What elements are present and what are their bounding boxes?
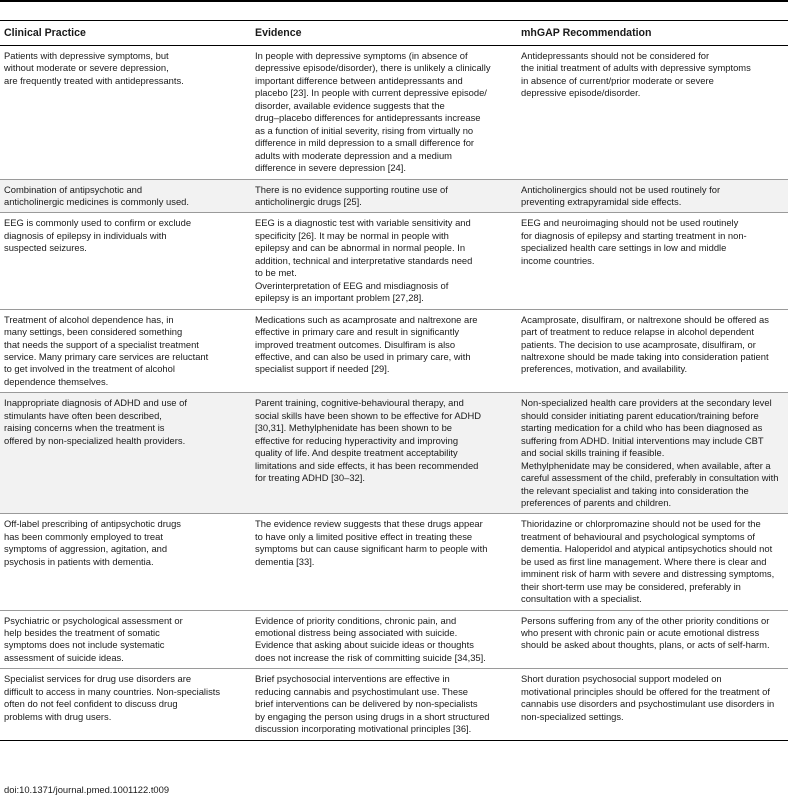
table-row	[0, 514, 788, 610]
cell-text-line: difference in mild depression to a small difference for	[255, 137, 475, 149]
recommendations-table	[0, 20, 788, 741]
header-clinical-practice: Clinical Practice	[0, 21, 251, 46]
recommendation-cell	[517, 669, 788, 740]
cell-text-line: should consider initiating parent education/training before	[521, 409, 759, 421]
cell-text-line: symptoms but can cause significant harm to people with	[255, 543, 488, 555]
cell-text-line: social skills have been shown to be effective for ADHD	[255, 409, 481, 421]
cell-text-line: treatment of behavioural and psychological symptoms of	[521, 530, 755, 542]
clinical-practice-cell	[0, 514, 251, 610]
cell-text-line: [30,31]. Methylphenidate has been shown to be	[255, 422, 453, 434]
cell-text-line: to have only a limited positive effect in treating these	[255, 530, 473, 542]
evidence-cell	[251, 514, 517, 610]
cell-text-line: Patients with depressive symptoms, but	[4, 50, 169, 61]
cell-text-line: preferences of parents and children.	[521, 496, 672, 508]
cell-text-line: without moderate or severe depression,	[4, 62, 169, 74]
cell-text-line: effective in primary care and result in significantly	[255, 326, 460, 338]
cell-text-line: in absence of current/prior moderate or severe	[521, 74, 714, 86]
cell-text-line: the relevant specialist and taking into consideration the	[521, 484, 749, 496]
cell-text-line: help besides the treatment of somatic	[4, 627, 160, 639]
cell-text-line: who present with chronic pain or acute emotional distress	[521, 627, 760, 639]
recommendation-cell	[517, 393, 788, 514]
cell-text-line: careful assessment of the child, preferably in consultation with	[521, 472, 779, 484]
cell-text-line: suspected seizures.	[4, 242, 87, 254]
cell-text-line: Psychiatric or psychological assessment or	[4, 614, 183, 626]
cell-text-line: symptoms of aggression, agitation, and	[4, 543, 168, 555]
cell-text-line: stimulants have often been described,	[4, 409, 162, 421]
cell-text-line: Anticholinergics should not be used routinely for	[521, 183, 721, 195]
cell-text-line: depressive episode/disorder), there is unlikely a clinically	[255, 62, 491, 74]
cell-text-line: EEG is a diagnostic test with variable sensitivity and	[255, 217, 471, 229]
evidence-cell	[251, 669, 517, 740]
cell-text-line: imminent risk of harm with severe and distressing symptoms,	[521, 568, 775, 580]
cell-text-line: Combination of antipsychotic and	[4, 183, 143, 195]
cell-text-line: adults with moderate depression and a medium	[255, 149, 452, 161]
cell-text-line: Overinterpretation of EEG and misdiagnosis of	[255, 279, 449, 291]
clinical-practice-cell	[0, 610, 251, 669]
cell-text-line: to be met.	[255, 267, 297, 279]
top-rule	[0, 0, 788, 2]
cell-text-line: Methylphenidate may be considered, when available, after a	[521, 459, 771, 471]
cell-text-line: by engaging the person using drugs in a short structured	[255, 710, 490, 722]
cell-text-line: should be asked about thoughts, plans, or acts of self-harm.	[521, 639, 770, 651]
cell-text-line: dementia. Haloperidol and atypical antipsychotics should not	[521, 543, 773, 555]
cell-text-line: Acamprosate, disulfiram, or naltrexone should be offered as	[521, 313, 769, 325]
cell-text-line: motivational principles should be offered for the treatment of	[521, 685, 770, 697]
cell-text-line: suffering from ADHD. Initial interventions may include CBT	[521, 434, 764, 446]
header-mhgap-recommendation: mhGAP Recommendation	[517, 21, 788, 46]
clinical-practice-cell	[0, 46, 251, 180]
cell-text-line: Parent training, cognitive-behavioural therapy, and	[255, 397, 464, 409]
evidence-cell	[251, 179, 517, 213]
header-evidence: Evidence	[251, 21, 517, 46]
cell-text-line: often do not feel confident to discuss drug	[4, 698, 178, 710]
cell-text-line: There is no evidence supporting routine use of	[255, 183, 448, 195]
cell-text-line: part of treatment to reduce relapse in alcohol dependent	[521, 326, 754, 338]
cell-text-line: Inappropriate diagnosis of ADHD and use of	[4, 397, 187, 409]
cell-text-line: anticholinergic medicines is commonly used.	[4, 195, 189, 207]
cell-text-line: that needs the support of a specialist treatment	[4, 338, 199, 350]
evidence-cell	[251, 610, 517, 669]
cell-text-line: Thioridazine or chlorpromazine should not be used for the	[521, 518, 761, 530]
cell-text-line: raising concerns when the treatment is	[4, 422, 165, 434]
cell-text-line: EEG and neuroimaging should not be used routinely	[521, 217, 739, 229]
table-row	[0, 46, 788, 180]
clinical-practice-cell	[0, 669, 251, 740]
cell-text-line: Evidence of priority conditions, chronic pain, and	[255, 614, 457, 626]
cell-text-line: effective for reducing hyperactivity and improving	[255, 434, 459, 446]
cell-text-line: limitations and side effects, it has been recommended	[255, 459, 479, 471]
cell-text-line: income countries.	[521, 254, 595, 266]
cell-text-line: Short duration psychosocial support modeled on	[521, 673, 722, 685]
cell-text-line: Medications such as acamprosate and naltrexone are	[255, 313, 478, 325]
cell-text-line: for diagnosis of epilepsy and starting treatment in non-	[521, 229, 747, 241]
cell-text-line: be used as first line management. Where there is clear and	[521, 555, 767, 567]
cell-text-line: In people with depressive symptoms (in absence of	[255, 50, 468, 61]
cell-text-line: discussion incorporating motivational principles [36].	[255, 723, 472, 735]
cell-text-line: for treating ADHD [30–32].	[255, 472, 365, 484]
recommendation-cell	[517, 179, 788, 213]
recommendation-cell	[517, 213, 788, 309]
cell-text-line: dementia [33].	[255, 555, 315, 567]
clinical-practice-cell	[0, 179, 251, 213]
cell-text-line: specialized health care settings in low and middle	[521, 242, 727, 254]
cell-text-line: emotional distress being associated with suicide.	[255, 627, 458, 639]
doi-caption: doi:10.1371/journal.pmed.1001122.t009	[4, 784, 170, 795]
recommendation-cell	[517, 610, 788, 669]
cell-text-line: patients. The decision to use acamprosate, disulfiram, or	[521, 338, 756, 350]
cell-text-line: epilepsy is an important problem [27,28].	[255, 292, 424, 304]
cell-text-line: to get involved in the treatment of alcohol	[4, 363, 175, 375]
cell-text-line: difference in severe depression [24].	[255, 162, 406, 174]
clinical-practice-cell	[0, 213, 251, 309]
table-row	[0, 179, 788, 213]
cell-text-line: non-specialized settings.	[521, 710, 624, 722]
cell-text-line: assessment of suicide ideas.	[4, 651, 124, 663]
evidence-cell	[251, 309, 517, 393]
cell-text-line: brief interventions can be delivered by non-specialists	[255, 698, 478, 710]
cell-text-line: Treatment of alcohol dependence has, in	[4, 313, 174, 325]
evidence-cell	[251, 46, 517, 180]
cell-text-line: addition, technical and interpretative standards need	[255, 254, 473, 266]
table-row	[0, 610, 788, 669]
cell-text-line: difficult to access in many countries. Non-specialists	[4, 685, 221, 697]
evidence-cell	[251, 213, 517, 309]
cell-text-line: dependence themselves.	[4, 375, 109, 387]
table-row	[0, 309, 788, 393]
recommendation-cell	[517, 309, 788, 393]
cell-text-line: naltrexone should be made taking into consideration patient	[521, 350, 769, 362]
cell-text-line: EEG is commonly used to confirm or exclude	[4, 217, 192, 229]
cell-text-line: symptoms does not include systematic	[4, 639, 165, 651]
clinical-practice-cell	[0, 393, 251, 514]
cell-text-line: the initial treatment of adults with depressive symptoms	[521, 62, 751, 74]
cell-text-line: service. Many primary care services are reluctant	[4, 350, 209, 362]
table-row	[0, 213, 788, 309]
cell-text-line: has been commonly employed to treat	[4, 530, 163, 542]
cell-text-line: Antidepressants should not be considered for	[521, 50, 710, 61]
cell-text-line: specialist support if needed [29].	[255, 363, 390, 375]
table-row	[0, 393, 788, 514]
evidence-cell	[251, 393, 517, 514]
cell-text-line: specificity [26]. It may be normal in people with	[255, 229, 449, 241]
cell-text-line: epilepsy and can be abnormal in normal people. In	[255, 242, 466, 254]
cell-text-line: preventing extrapyramidal side effects.	[521, 195, 682, 207]
header-row	[0, 21, 788, 46]
clinical-practice-cell	[0, 309, 251, 393]
cell-text-line: reducing cannabis and psychostimulant use. These	[255, 685, 468, 697]
cell-text-line: Brief psychosocial interventions are effective in	[255, 673, 450, 685]
cell-text-line: Specialist services for drug use disorders are	[4, 673, 192, 685]
cell-text-line: placebo [23]. In people with current depressive episode/	[255, 87, 487, 99]
cell-text-line: Non-specialized health care providers at the secondary level	[521, 397, 772, 409]
table-row	[0, 669, 788, 740]
cell-text-line: their short-term use may be considered, preferably in	[521, 580, 741, 592]
cell-text-line: anticholinergic drugs [25].	[255, 195, 362, 207]
cell-text-line: depressive episode/disorder.	[521, 87, 641, 99]
cell-text-line: as a function of initial severity, rising from virtually no	[255, 124, 474, 136]
cell-text-line: problems with drug users.	[4, 710, 112, 722]
cell-text-line: important difference between antidepressants and	[255, 74, 463, 86]
cell-text-line: improved treatment outcomes. Disulfiram is also	[255, 338, 456, 350]
cell-text-line: quality of life. And despite treatment acceptability	[255, 447, 458, 459]
table-body	[0, 46, 788, 741]
cell-text-line: drug–placebo differences for antidepressants increase	[255, 112, 481, 124]
cell-text-line: consultation with a specialist.	[521, 593, 642, 605]
cell-text-line: Evidence that asking about suicide ideas or thoughts	[255, 639, 474, 651]
cell-text-line: are frequently treated with antidepressants.	[4, 74, 184, 86]
recommendation-cell	[517, 514, 788, 610]
cell-text-line: Off-label prescribing of antipsychotic drugs	[4, 518, 181, 530]
cell-text-line: disorder, available evidence suggests that the	[255, 99, 445, 111]
recommendation-cell	[517, 46, 788, 180]
cell-text-line: Persons suffering from any of the other priority conditions or	[521, 614, 770, 626]
cell-text-line: The evidence review suggests that these drugs appear	[255, 518, 483, 530]
cell-text-line: does not increase the risk of committing suicide [34,35].	[255, 651, 486, 663]
cell-text-line: preferences, motivation, and availability.	[521, 363, 688, 375]
cell-text-line: cannabis use disorders and psychostimulant use disorders in	[521, 698, 775, 710]
cell-text-line: offered by non-specialized health providers.	[4, 434, 186, 446]
cell-text-line: and social skills training if feasible.	[521, 447, 665, 459]
cell-text-line: effective, and can also be used in primary care, with	[255, 350, 471, 362]
cell-text-line: psychosis in patients with dementia.	[4, 555, 154, 567]
cell-text-line: diagnosis of epilepsy in individuals with	[4, 229, 167, 241]
cell-text-line: many settings, been considered something	[4, 326, 183, 338]
cell-text-line: starting medication for a child who has been diagnosed as	[521, 422, 763, 434]
